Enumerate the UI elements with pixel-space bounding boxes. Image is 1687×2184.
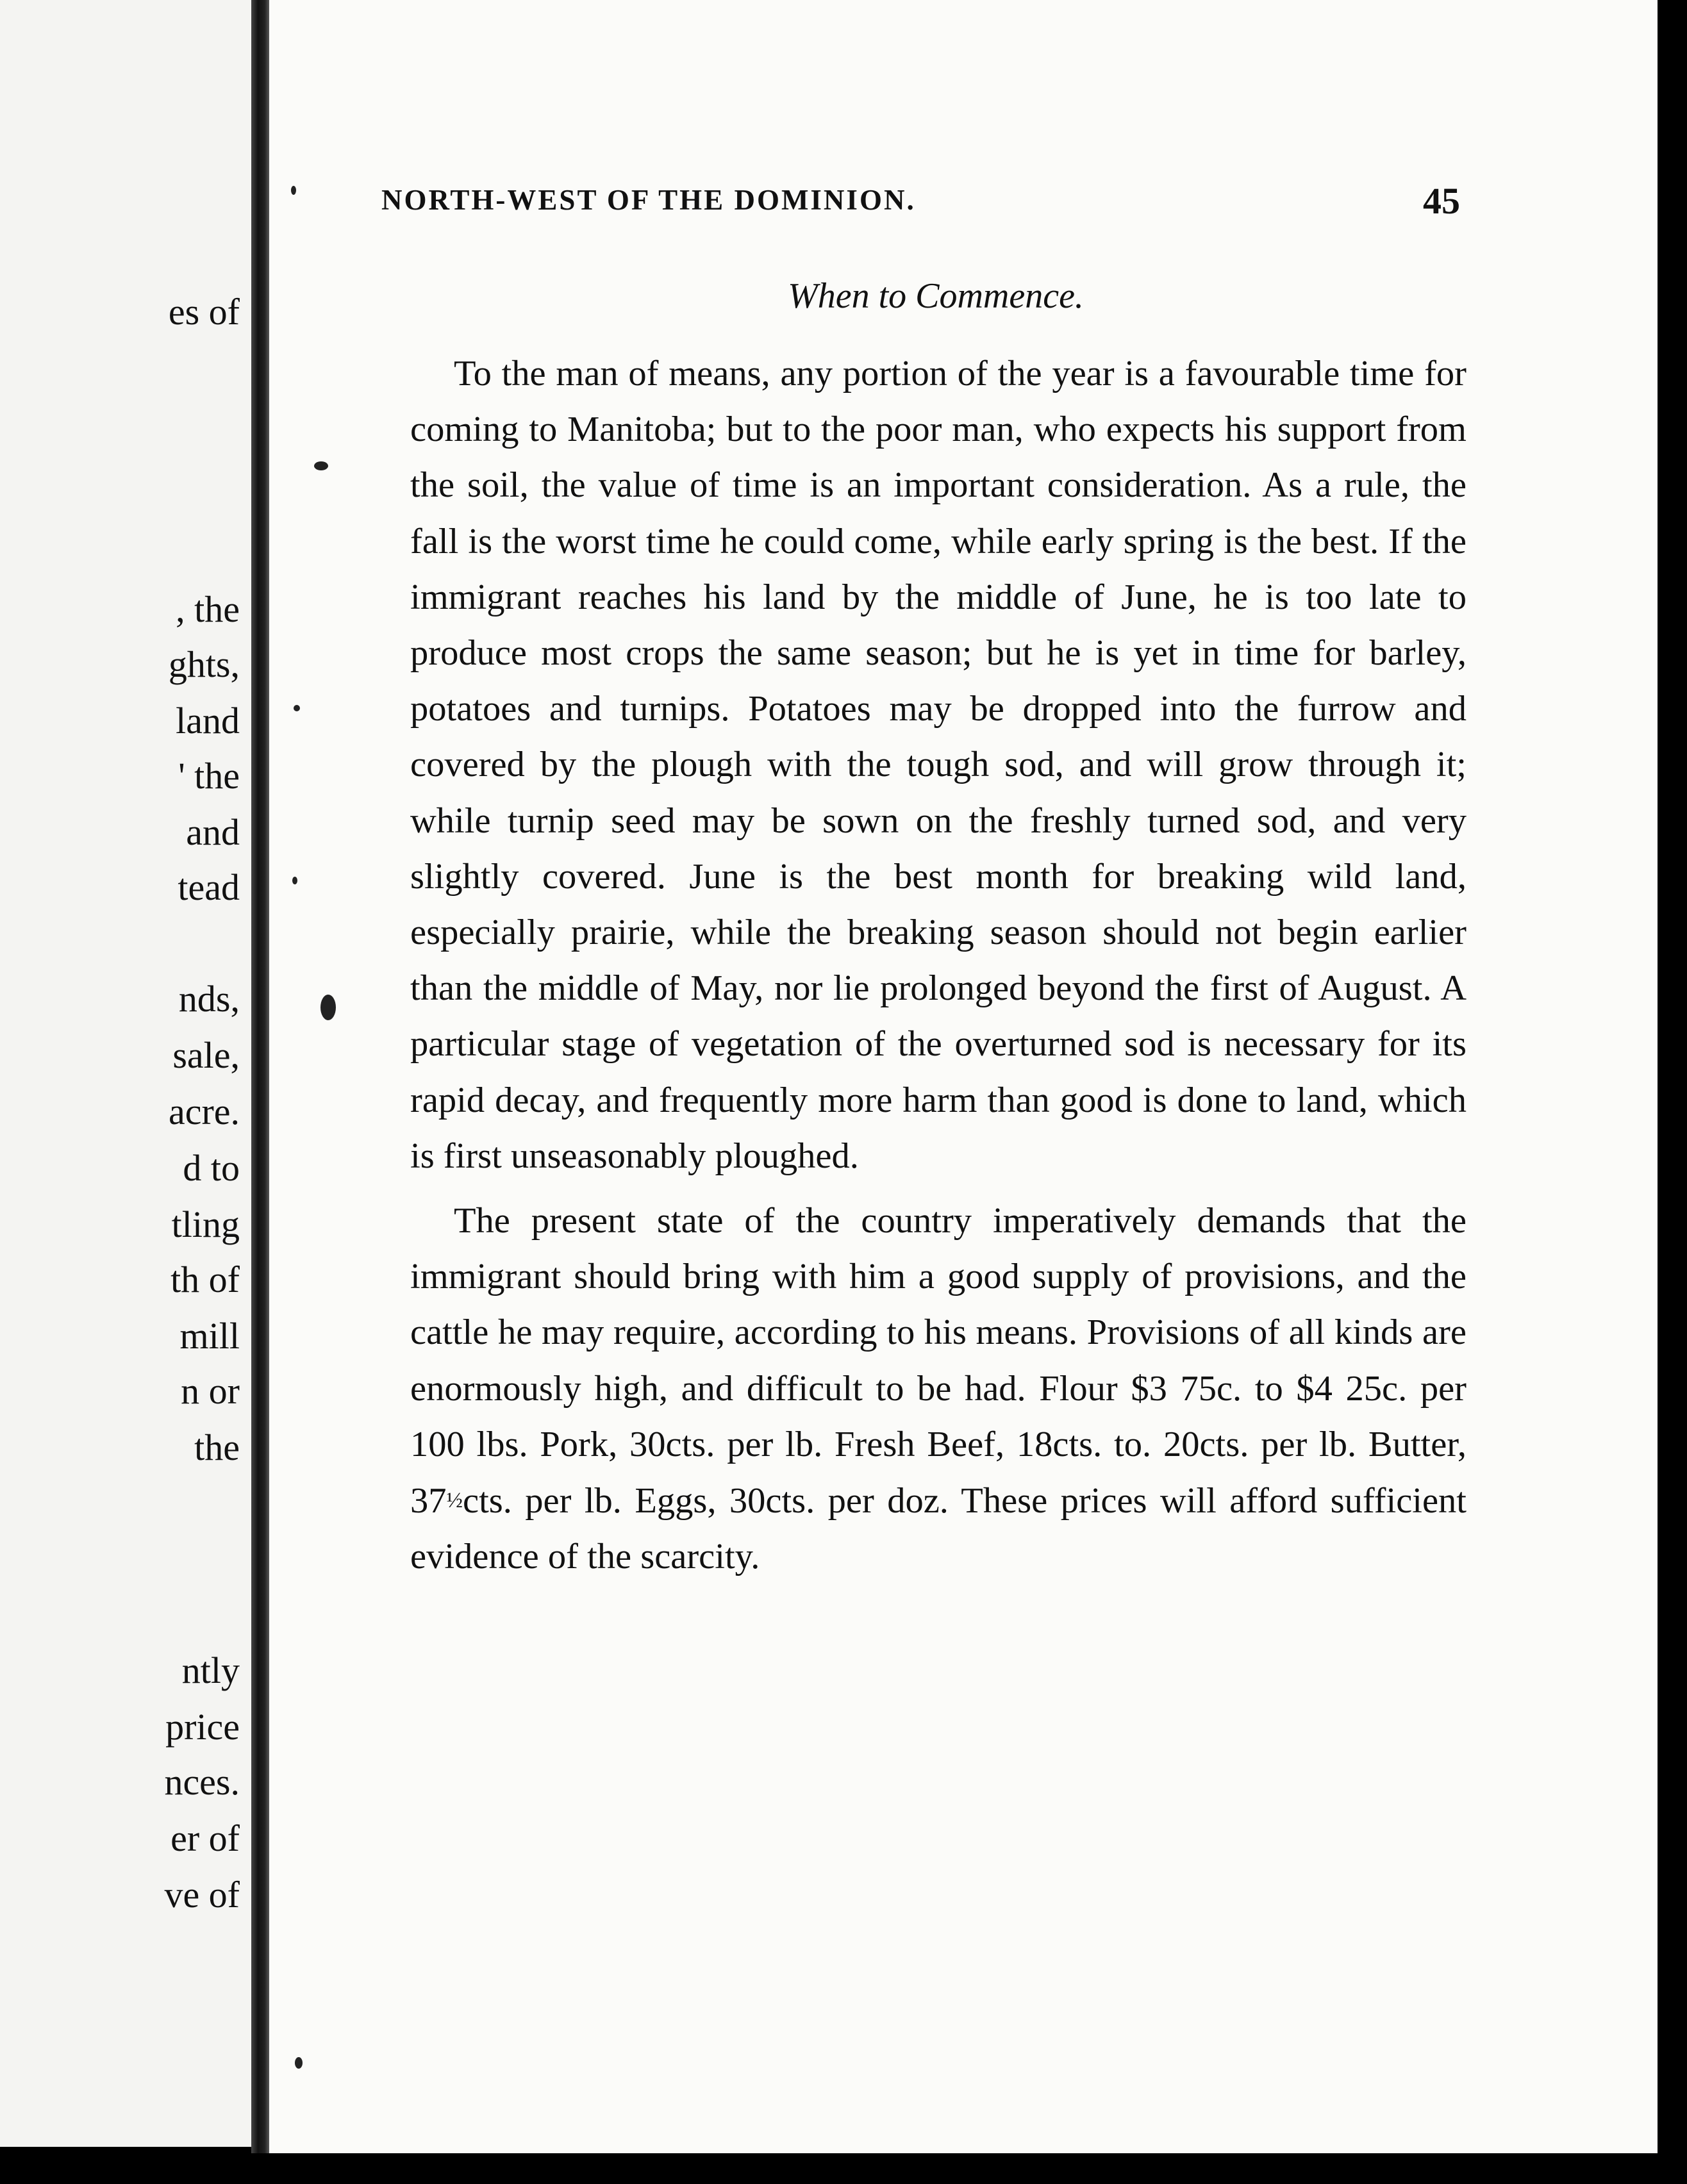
left-page-text: , the <box>176 588 240 630</box>
body-text <box>410 346 1467 1585</box>
left-page-text: tling <box>171 1204 240 1245</box>
left-page-text: er of <box>170 1817 240 1859</box>
fraction: ½ <box>446 1489 463 1513</box>
left-page-text: es of <box>168 291 240 333</box>
ink-speck <box>314 461 328 470</box>
left-page-text: d to <box>183 1147 240 1189</box>
paragraph <box>410 1193 1467 1585</box>
left-page-text: mill <box>179 1315 240 1357</box>
book-gutter <box>251 0 270 2153</box>
ink-speck <box>295 2057 303 2069</box>
left-page-text: acre. <box>168 1091 240 1132</box>
left-page-text: land <box>176 700 240 741</box>
left-page-fragment <box>0 0 256 2147</box>
left-page-text: nces. <box>164 1761 240 1803</box>
running-head: NORTH-WEST OF THE DOMINION. <box>381 184 916 216</box>
paragraph: To the man of means, any portion of the year is a favourable time for coming to Manitoba; but to the poor man, who expects his support from the soil, the value of time is an important consideration. As a rule, the fall is the worst time he could come, while early spring is the best. If the immigrant reaches his land by the middle of June, he is too late to produce most crops the same season; but he is yet in time for barley, potatoes and turnips. Potatoes may be dropped into the furrow and covered by the plough with the tough sod, and will grow through it; while turnip seed may be sown on the freshly turned sod, and very slightly covered. June is the best month for breaking wild land, especially prairie, while the breaking season should not begin earlier than the middle of May, nor lie prolonged beyond the first of August. A particular stage of vegetation of the overturned sod is necessary for its rapid decay, and frequently more harm than good is done to land, which is first unseasonably ploughed. <box>410 354 1467 1176</box>
ink-speck <box>320 995 336 1020</box>
left-page-text: sale, <box>172 1034 240 1076</box>
left-page-text: ghts, <box>168 643 240 685</box>
ink-speck <box>291 186 296 195</box>
ink-speck <box>292 877 297 884</box>
left-page-text: and <box>186 811 240 853</box>
left-page-text: ntly <box>181 1650 240 1691</box>
left-page-text: the <box>194 1427 240 1468</box>
left-page-text: n or <box>181 1370 240 1412</box>
page-number: 45 <box>1423 180 1460 222</box>
left-page-text: tead <box>178 866 240 908</box>
left-page-text: ve of <box>164 1874 240 1915</box>
paragraph-text: The present state of the country imperatively demands that the immigrant should bring with him a good supply of provisions, and the cattle he may require, according to his means. Provisions of all kinds are enormously high, and difficult to be had. Flour $3 75c. to $4 25c. per 100 lbs. Pork, 30cts. per lb. Fresh Beef, 18cts. to. 20cts. per lb. Butter, 37 <box>410 1201 1467 1521</box>
left-page-text: price <box>165 1706 240 1748</box>
left-page-text: nds, <box>178 978 240 1020</box>
scan-border <box>0 2153 1687 2184</box>
paragraph-text: cts. per lb. Eggs, 30cts. per doz. These prices will afford sufficient evidence of the scarcity. <box>410 1481 1467 1577</box>
scan-border <box>1658 0 1687 2184</box>
ink-speck <box>294 705 300 711</box>
left-page-text: th of <box>170 1259 240 1300</box>
section-title: When to Commence. <box>788 276 1084 316</box>
left-page-text: ' the <box>178 755 240 797</box>
